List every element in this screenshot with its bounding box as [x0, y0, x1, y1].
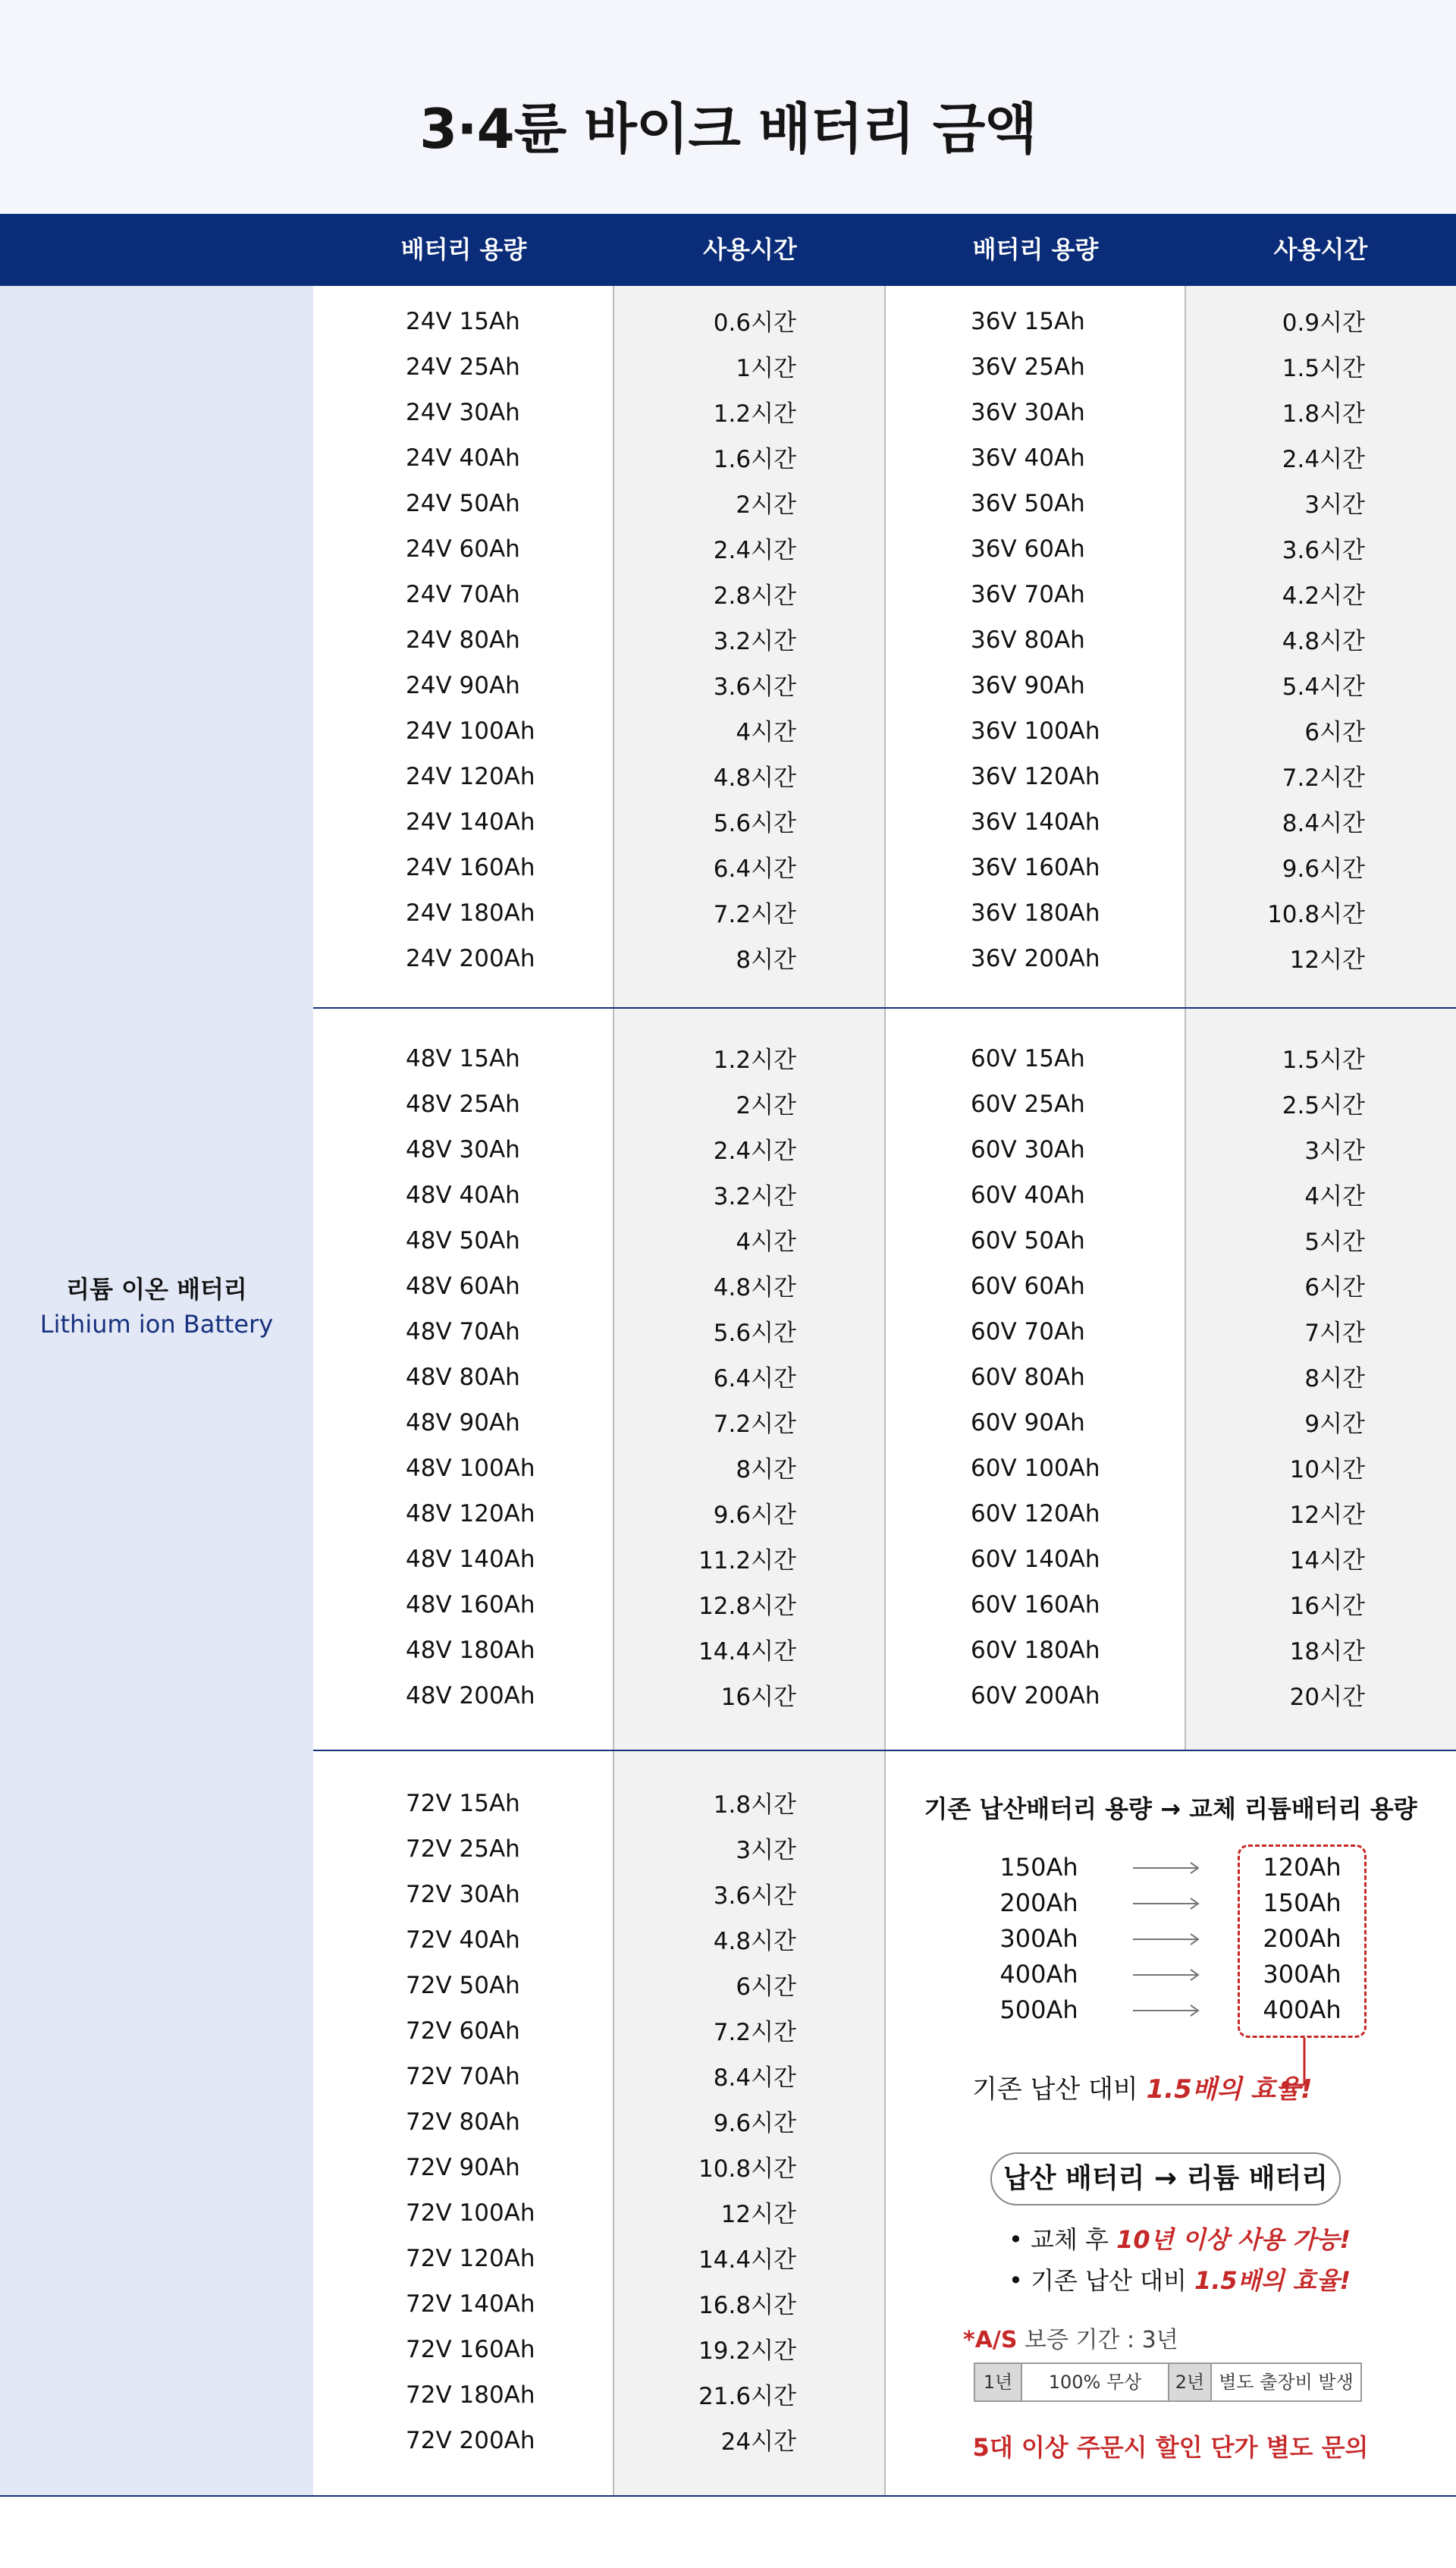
- time-list-72v: [614, 1782, 796, 2465]
- bullet-highlight: 10년 이상 사용 가능!: [1116, 2225, 1351, 2254]
- spec-cell: 72V 100Ah: [406, 2199, 535, 2227]
- spec-cell: 60V 120Ah: [971, 1500, 1100, 1527]
- warranty-year-2: 2년: [1168, 2364, 1212, 2400]
- spec-cell: 72V 90Ah: [406, 2154, 520, 2181]
- warranty-year-1: 1년: [975, 2364, 1022, 2400]
- time-cell: 4시간: [736, 719, 796, 746]
- warranty-title: [963, 2321, 1178, 2354]
- new-capacity: 400Ah: [1263, 1995, 1341, 2024]
- time-cell: 12.8시간: [698, 1593, 796, 1620]
- spec-cell: 36V 60Ah: [971, 535, 1085, 563]
- arrow-right-icon: [1131, 1967, 1201, 1983]
- spec-cell: 48V 100Ah: [406, 1455, 535, 1482]
- time-cell: 14시간: [1289, 1547, 1365, 1574]
- spec-cell: 24V 80Ah: [406, 626, 520, 654]
- spec-cell: 72V 180Ah: [406, 2381, 535, 2409]
- spec-cell: 36V 70Ah: [971, 581, 1085, 608]
- time-cell: 21.6시간: [698, 2383, 796, 2410]
- spec-cell: 24V 50Ah: [406, 490, 520, 517]
- spec-cell: 36V 40Ah: [971, 444, 1085, 472]
- time-cell: 12시간: [1289, 947, 1365, 974]
- spec-cell: 60V 200Ah: [971, 1682, 1100, 1709]
- category-label-ko: 리튬 이온 배터리: [66, 1275, 247, 1304]
- bullet-highlight: 1.5배의 효율!: [1194, 2266, 1351, 2295]
- time-cell: 5.4시간: [1282, 673, 1365, 701]
- arrow-right-icon: [1131, 1895, 1201, 1912]
- spec-cell: 72V 140Ah: [406, 2290, 535, 2318]
- time-cell: 7시간: [1304, 1320, 1365, 1347]
- time-cell: 14.4시간: [698, 2246, 796, 2274]
- time-cell: 11.2시간: [698, 1547, 796, 1574]
- time-cell: 14.4시간: [698, 1638, 796, 1665]
- spec-cell: 24V 200Ah: [406, 945, 535, 972]
- time-cell: 2.8시간: [713, 582, 796, 610]
- time-cell: 9.6시간: [713, 2110, 796, 2137]
- spec-cell: 72V 60Ah: [406, 2017, 520, 2045]
- efficiency-note: [972, 2068, 1312, 2105]
- spec-cell: 48V 160Ah: [406, 1591, 535, 1618]
- spec-cell: 24V 70Ah: [406, 581, 520, 608]
- time-cell: 3시간: [1304, 491, 1365, 519]
- time-cell: 6시간: [736, 1973, 796, 2001]
- warranty-as: A/S: [974, 2327, 1018, 2353]
- spec-cell: 48V 30Ah: [406, 1136, 520, 1163]
- spec-cell: 72V 30Ah: [406, 1881, 520, 1908]
- efficiency-value: 1.5배의 효율!: [1146, 2074, 1313, 2105]
- time-cell: 0.6시간: [713, 309, 796, 337]
- time-cell: 10.8시간: [1267, 901, 1365, 928]
- category-label-en: Lithium ion Battery: [39, 1310, 274, 1339]
- spec-cell: 72V 15Ah: [406, 1790, 520, 1817]
- time-cell: 3.2시간: [713, 1183, 796, 1210]
- header-capacity-2: 배터리 용량: [972, 235, 1099, 264]
- spec-cell: 72V 40Ah: [406, 1926, 520, 1954]
- warranty-star: *: [963, 2327, 975, 2353]
- time-cell: 2.4시간: [1282, 446, 1365, 473]
- spec-cell: 36V 30Ah: [971, 399, 1085, 426]
- time-cell: 20시간: [1289, 1684, 1365, 1711]
- time-cell: 2.4시간: [713, 537, 796, 564]
- spec-cell: 48V 25Ah: [406, 1091, 520, 1118]
- time-cell: 1.2시간: [713, 400, 796, 428]
- new-capacity: 200Ah: [1263, 1924, 1341, 1953]
- spec-cell: 72V 120Ah: [406, 2245, 535, 2272]
- spec-cell: 60V 80Ah: [971, 1364, 1085, 1391]
- spec-cell: 36V 180Ah: [971, 899, 1100, 927]
- warranty-label: 보증 기간 : 3년: [1017, 2327, 1178, 2353]
- spec-cell: 24V 120Ah: [406, 763, 535, 790]
- efficiency-prefix: 기존 납산 대비: [972, 2074, 1147, 2105]
- time-list-48v: [614, 1038, 796, 1720]
- old-capacity: 500Ah: [999, 1995, 1078, 2024]
- time-cell: 24시간: [720, 2428, 796, 2456]
- time-cell: 2.5시간: [1282, 1092, 1365, 1119]
- spec-cell: 48V 120Ah: [406, 1500, 535, 1527]
- section-divider: [313, 1750, 1456, 1751]
- spec-cell: 48V 15Ah: [406, 1045, 520, 1072]
- bullet-prefix: • 교체 후: [1009, 2225, 1117, 2254]
- spec-cell: 24V 15Ah: [406, 308, 520, 335]
- time-list-60v: [1183, 1038, 1365, 1720]
- spec-cell: 48V 140Ah: [406, 1546, 535, 1573]
- spec-cell: 48V 90Ah: [406, 1409, 520, 1436]
- spec-cell: 24V 180Ah: [406, 899, 535, 927]
- spec-cell: 36V 90Ah: [971, 672, 1085, 699]
- spec-cell: 72V 200Ah: [406, 2427, 535, 2454]
- time-cell: 5.6시간: [713, 1320, 796, 1347]
- arrow-right-icon: [1131, 2002, 1201, 2019]
- spec-cell: 48V 40Ah: [406, 1182, 520, 1209]
- time-cell: 4.8시간: [713, 1928, 796, 1955]
- new-capacity: 150Ah: [1263, 1888, 1341, 1917]
- spec-cell: 60V 40Ah: [971, 1182, 1085, 1209]
- warranty-year-2-desc: 별도 출장비 발생: [1219, 2372, 1354, 2393]
- time-cell: 2시간: [736, 1092, 796, 1119]
- spec-cell: 24V 40Ah: [406, 444, 520, 472]
- header-usage-1: 사용시간: [703, 235, 797, 264]
- spec-cell: 60V 140Ah: [971, 1546, 1100, 1573]
- section-divider: [313, 1007, 1456, 1009]
- time-cell: 1.5시간: [1282, 355, 1365, 382]
- table-bottom-border: [0, 2495, 1456, 2497]
- time-cell: 16시간: [720, 1684, 796, 1711]
- spec-cell: 48V 70Ah: [406, 1318, 520, 1345]
- spec-cell: 60V 70Ah: [971, 1318, 1085, 1345]
- time-cell: 7.2시간: [713, 1411, 796, 1438]
- spec-cell: 48V 50Ah: [406, 1227, 520, 1254]
- time-cell: 3.6시간: [1282, 537, 1365, 564]
- time-cell: 2.4시간: [713, 1138, 796, 1165]
- spec-cell: 60V 100Ah: [971, 1455, 1100, 1482]
- time-cell: 1.8시간: [713, 1791, 796, 1819]
- time-cell: 9.6시간: [713, 1502, 796, 1529]
- time-cell: 1.8시간: [1282, 400, 1365, 428]
- time-cell: 16시간: [1289, 1593, 1365, 1620]
- spec-cell: 36V 25Ah: [971, 353, 1085, 381]
- bullet-prefix: • 기존 납산 대비: [1009, 2266, 1195, 2295]
- spec-cell: 36V 15Ah: [971, 308, 1085, 335]
- time-cell: 6시간: [1304, 1274, 1365, 1301]
- spec-cell: 24V 160Ah: [406, 854, 535, 881]
- new-capacity: 120Ah: [1263, 1853, 1341, 1882]
- spec-cell: 36V 80Ah: [971, 626, 1085, 654]
- time-cell: 3.2시간: [713, 628, 796, 655]
- old-capacity: 200Ah: [999, 1888, 1078, 1917]
- time-cell: 4.8시간: [713, 764, 796, 792]
- spec-cell: 48V 60Ah: [406, 1273, 520, 1300]
- spec-cell: 36V 160Ah: [971, 854, 1100, 881]
- time-list-36v: [1183, 300, 1365, 983]
- time-cell: 8.4시간: [713, 2064, 796, 2092]
- bulk-order-note: 5대 이상 주문시 할인 단가 별도 문의: [972, 2433, 1369, 2462]
- time-cell: 3.6시간: [713, 673, 796, 701]
- time-cell: 18시간: [1289, 1638, 1365, 1665]
- benefit-bullet: [1009, 2221, 1351, 2256]
- comparison-heading: 기존 납산배터리 용량 → 교체 리튬배터리 용량: [924, 1794, 1417, 1823]
- arrow-right-icon: [1131, 1931, 1201, 1948]
- time-cell: 6시간: [1304, 719, 1365, 746]
- new-capacity: 300Ah: [1263, 1960, 1341, 1989]
- time-cell: 0.9시간: [1282, 309, 1365, 337]
- arrow-right-icon: [1131, 1860, 1201, 1876]
- spec-cell: 24V 140Ah: [406, 808, 535, 836]
- time-cell: 1시간: [736, 355, 796, 382]
- time-cell: 4.8시간: [713, 1274, 796, 1301]
- table-header: [0, 214, 1456, 286]
- time-cell: 8시간: [736, 1456, 796, 1483]
- time-cell: 8시간: [1304, 1365, 1365, 1392]
- time-cell: 2시간: [736, 491, 796, 519]
- spec-cell: 24V 100Ah: [406, 717, 535, 745]
- time-cell: 12시간: [1289, 1502, 1365, 1529]
- benefit-bullet: [1009, 2262, 1351, 2296]
- spec-cell: 60V 50Ah: [971, 1227, 1085, 1254]
- warranty-year-1-desc: 100% 무상: [1048, 2372, 1142, 2393]
- time-cell: 8.4시간: [1282, 810, 1365, 837]
- spec-cell: 36V 140Ah: [971, 808, 1100, 836]
- time-cell: 19.2시간: [698, 2337, 796, 2365]
- spec-cell: 36V 100Ah: [971, 717, 1100, 745]
- time-cell: 9.6시간: [1282, 855, 1365, 883]
- time-cell: 7.2시간: [713, 2019, 796, 2046]
- page-title: 3·4륜 바이크 배터리 금액: [419, 97, 1037, 161]
- time-cell: 6.4시간: [713, 1365, 796, 1392]
- time-cell: 4시간: [1304, 1183, 1365, 1210]
- time-cell: 1.6시간: [713, 446, 796, 473]
- time-cell: 7.2시간: [713, 901, 796, 928]
- spec-cell: 60V 60Ah: [971, 1273, 1085, 1300]
- spec-cell: 48V 180Ah: [406, 1637, 535, 1664]
- spec-cell: 24V 30Ah: [406, 399, 520, 426]
- time-cell: 4.2시간: [1282, 582, 1365, 610]
- time-cell: 10시간: [1289, 1456, 1365, 1483]
- old-capacity: 400Ah: [999, 1960, 1078, 1989]
- spec-cell: 72V 25Ah: [406, 1835, 520, 1863]
- spec-cell: 48V 200Ah: [406, 1682, 535, 1709]
- category-column: [0, 286, 313, 2495]
- spec-cell: 36V 50Ah: [971, 490, 1085, 517]
- old-capacity: 150Ah: [999, 1853, 1078, 1882]
- time-cell: 5.6시간: [713, 810, 796, 837]
- time-cell: 12시간: [720, 2201, 796, 2228]
- header-capacity-1: 배터리 용량: [400, 235, 527, 264]
- time-cell: 16.8시간: [698, 2292, 796, 2319]
- warranty-table: [974, 2362, 1362, 2402]
- time-cell: 8시간: [736, 947, 796, 974]
- spec-cell: 60V 30Ah: [971, 1136, 1085, 1163]
- spec-cell: 60V 25Ah: [971, 1091, 1085, 1118]
- time-cell: 4.8시간: [1282, 628, 1365, 655]
- spec-cell: 36V 200Ah: [971, 945, 1100, 972]
- replacement-pill: 납산 배터리 → 리튬 배터리: [990, 2152, 1341, 2205]
- time-cell: 9시간: [1304, 1411, 1365, 1438]
- divider: [884, 286, 886, 2495]
- time-cell: 10.8시간: [698, 2155, 796, 2183]
- time-cell: 7.2시간: [1282, 764, 1365, 792]
- spec-cell: 24V 60Ah: [406, 535, 520, 563]
- spec-cell: 60V 15Ah: [971, 1045, 1085, 1072]
- spec-cell: 72V 50Ah: [406, 1972, 520, 1999]
- old-capacity: 300Ah: [999, 1924, 1078, 1953]
- spec-cell: 72V 80Ah: [406, 2108, 520, 2136]
- time-cell: 1.5시간: [1282, 1047, 1365, 1074]
- spec-cell: 60V 180Ah: [971, 1637, 1100, 1664]
- time-cell: 3시간: [1304, 1138, 1365, 1165]
- time-cell: 3.6시간: [713, 1882, 796, 1910]
- time-cell: 5시간: [1304, 1229, 1365, 1256]
- header-usage-2: 사용시간: [1273, 235, 1368, 264]
- time-list-24v: [614, 300, 796, 983]
- spec-cell: 48V 80Ah: [406, 1364, 520, 1391]
- spec-cell: 60V 160Ah: [971, 1591, 1100, 1618]
- time-cell: 3시간: [736, 1837, 796, 1864]
- time-cell: 4시간: [736, 1229, 796, 1256]
- time-cell: 6.4시간: [713, 855, 796, 883]
- spec-cell: 24V 90Ah: [406, 672, 520, 699]
- time-cell: 1.2시간: [713, 1047, 796, 1074]
- spec-cell: 72V 70Ah: [406, 2063, 520, 2090]
- spec-cell: 24V 25Ah: [406, 353, 520, 381]
- spec-cell: 72V 160Ah: [406, 2336, 535, 2363]
- spec-cell: 36V 120Ah: [971, 763, 1100, 790]
- spec-cell: 60V 90Ah: [971, 1409, 1085, 1436]
